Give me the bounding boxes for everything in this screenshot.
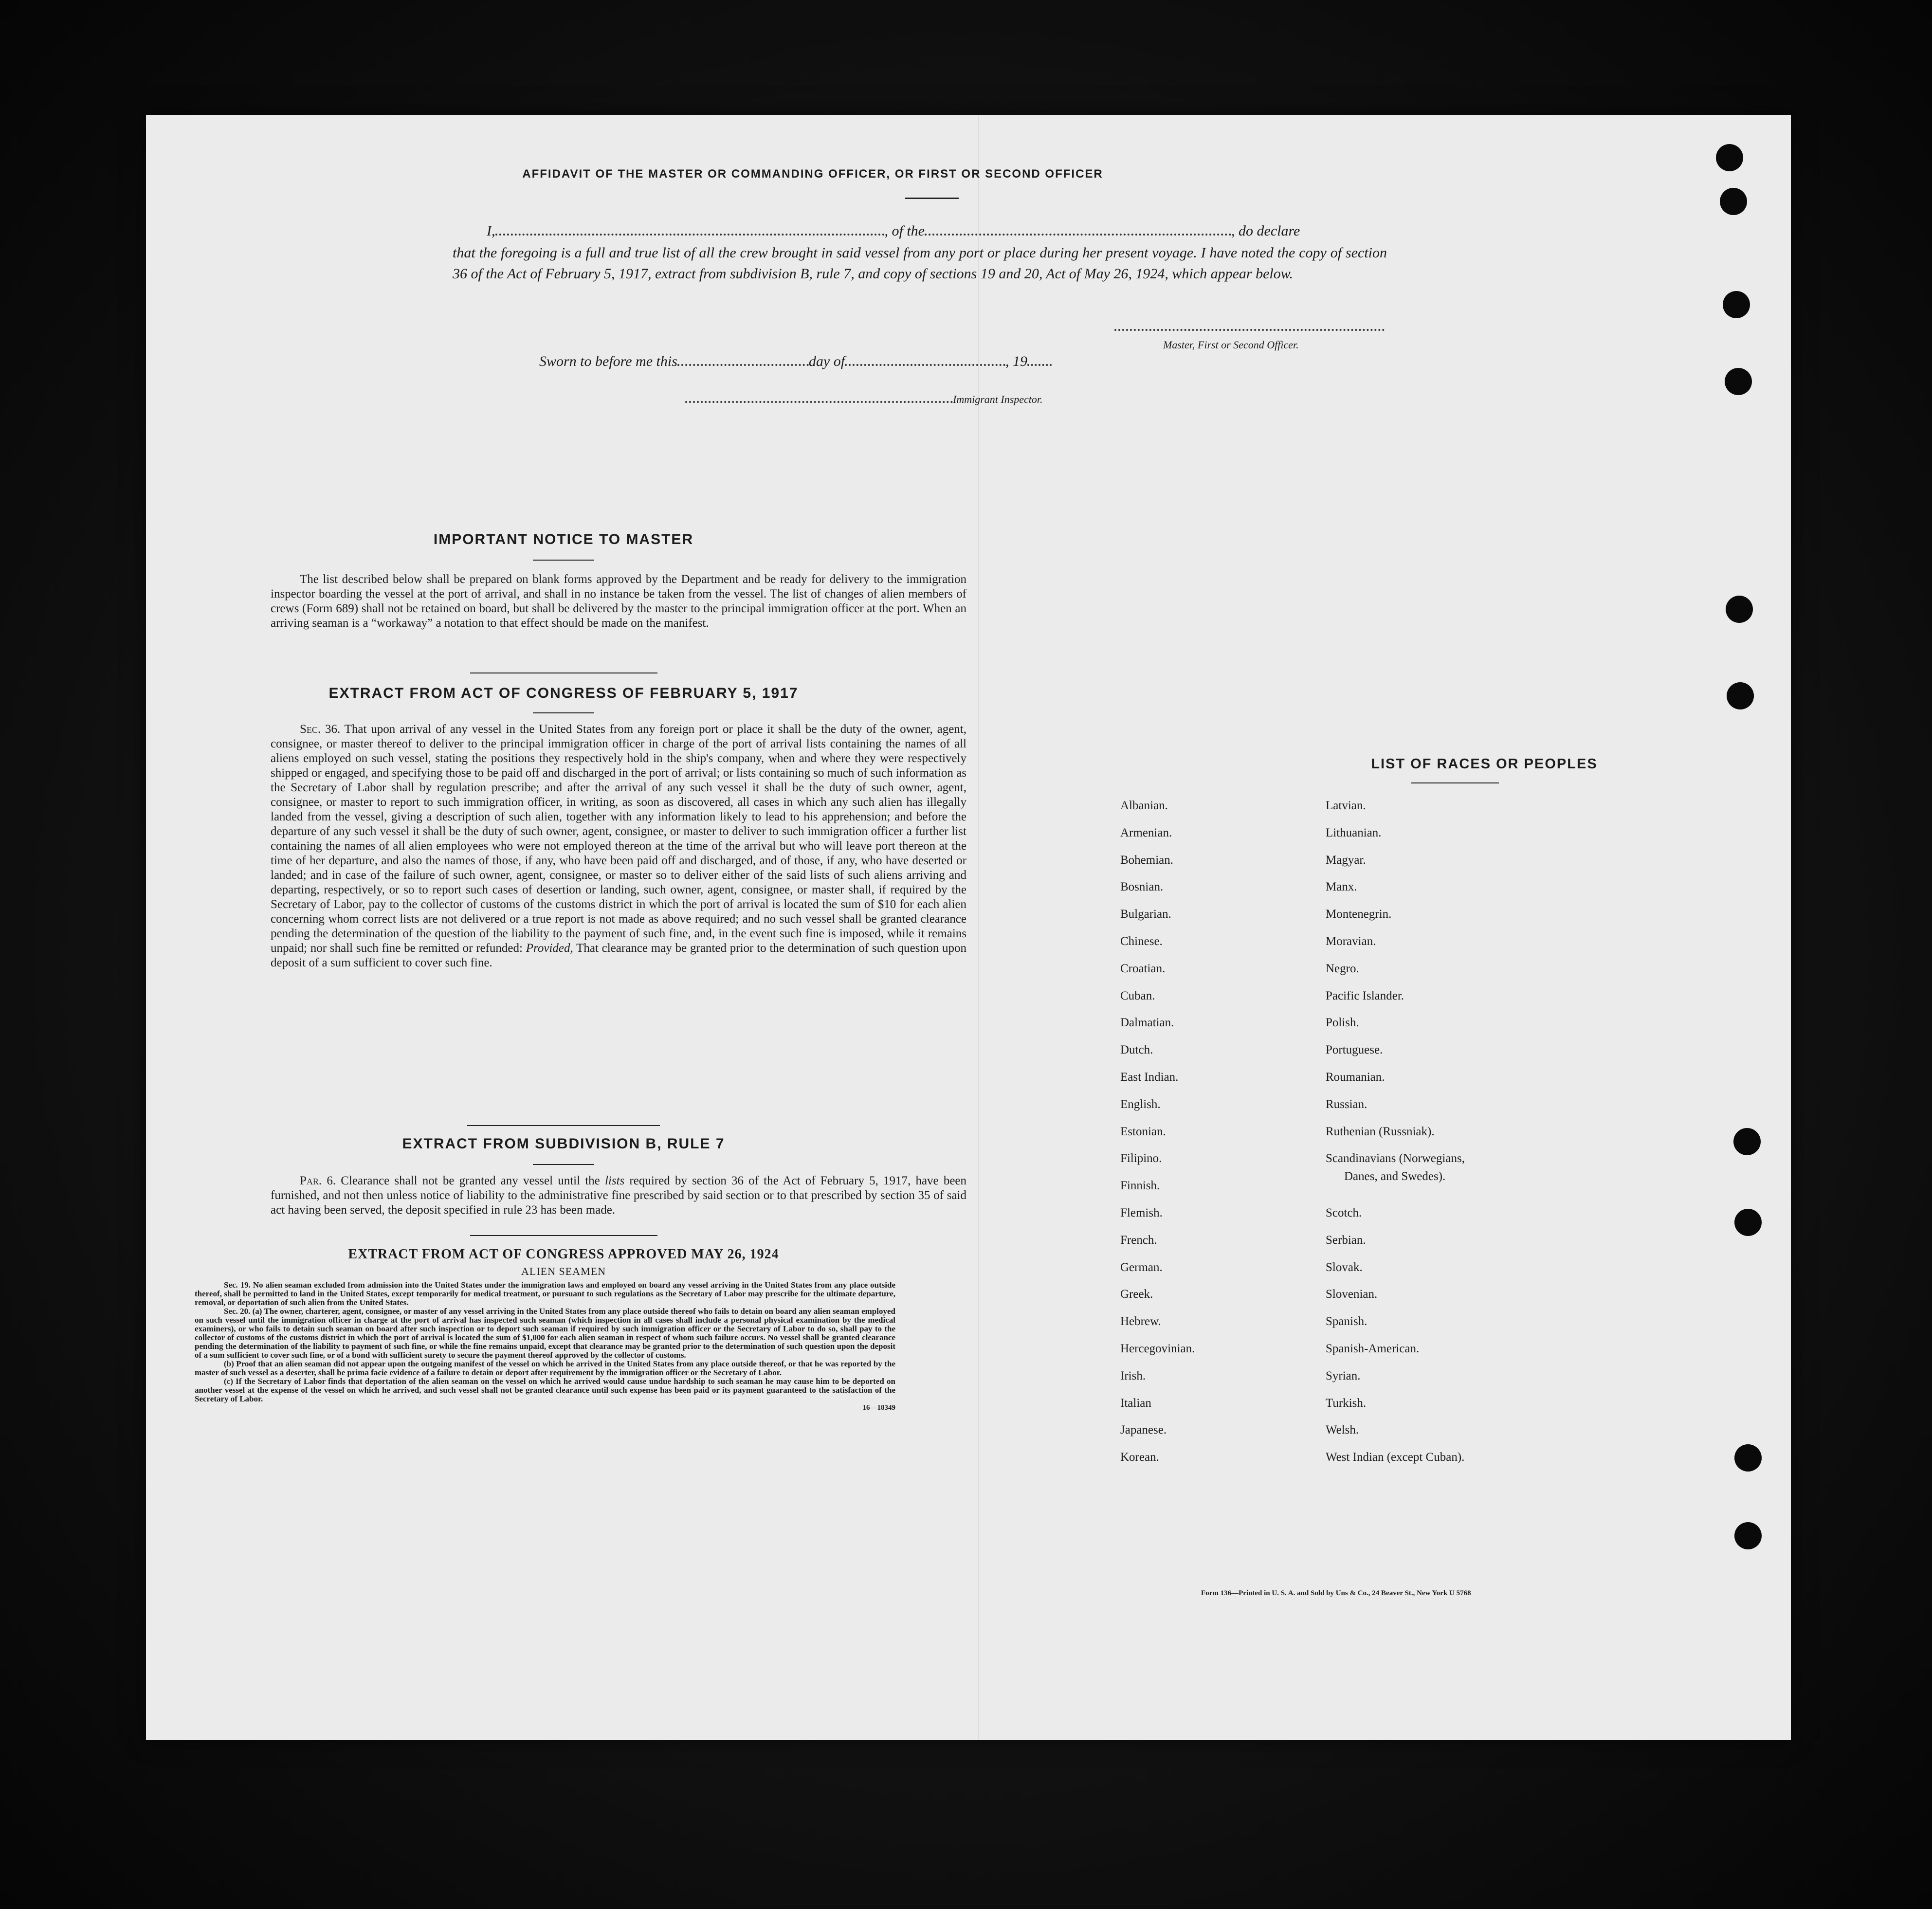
race-item: Italian [1120, 1396, 1151, 1410]
sworn-month-blank[interactable] [845, 364, 1005, 366]
affidavit-declaration-line [487, 223, 1557, 239]
race-item: Slovak. [1326, 1260, 1363, 1274]
inspector-blank[interactable] [685, 401, 953, 403]
race-item: Croatian. [1120, 962, 1166, 975]
race-item: Scandinavians (Norwegians, [1326, 1152, 1465, 1165]
sec-36-tail: That clearance may be granted prior to the determination of such question upon deposit of a sum sufficient to cover such fine. [271, 942, 967, 969]
races-rule [1411, 782, 1499, 783]
race-item: Albanian. [1120, 799, 1168, 812]
title-rule [905, 198, 959, 199]
race-item: Welsh. [1326, 1423, 1359, 1437]
par-6-body-a: Clearance shall not be granted any vessel until the [341, 1174, 600, 1187]
race-item: Moravian. [1326, 935, 1376, 948]
race-item: Roumanian. [1326, 1071, 1385, 1084]
race-item: Magyar. [1326, 853, 1366, 867]
sworn-day-blank[interactable] [677, 364, 809, 366]
sec-19: Sec. 19. No alien seaman excluded from admission into the United States under the immigration laws and employed on board any vessel arriving in the United States from any place outside thereof, shall be permitted to land in the United States, except temporarily for medical treatment, or pursuant to such regulations as the Secretary of Labor may prescribe for the ultimate departure, removal, or deportation of such alien from the United States. [195, 1280, 895, 1307]
sworn-day-of: day of [808, 353, 845, 369]
sec-20a: Sec. 20. (a) The owner, charterer, agent, consignee, or master of any vessel arriving in the United States from any place outside thereof who fails to detain on board any alien seaman employed on such vessel until the immigration officer in charge at the port of arrival has inspected such seaman (which inspection in all cases shall include a personal physical examination by the medical examiners), or who fails to detain such seaman on board after such inspection or to deport such seaman if required by such immigration officer or the Secretary of Labor to do so, shall pay to the collector of customs of the customs district in which the port of arrival is located the sum of $1,000 for each alien seaman in respect of whom such failure occurs. No vessel shall be granted clearance pending the determination of the liability to payment of such fine, or while the fine remains unpaid, except that clearance may be granted prior to the determination of such question upon the deposit of a sum sufficient to cover such fine, or of a bond with sufficient surety to secure the payment thereof approved by the collector of customs. [195, 1307, 895, 1360]
act-1924-sections [195, 1281, 895, 1412]
affidavit-i: I, [487, 223, 495, 239]
par-6-label: Par. 6. [300, 1174, 336, 1187]
race-item: Bosnian. [1120, 880, 1164, 894]
race-item: Latvian. [1326, 799, 1366, 812]
name-blank[interactable] [495, 234, 885, 236]
races-title: LIST OF RACES OR PEOPLES [1371, 756, 1598, 772]
race-item: French. [1120, 1233, 1157, 1247]
race-item: Bulgarian. [1120, 908, 1171, 921]
race-item: Armenian. [1120, 826, 1172, 839]
punch-hole [1726, 596, 1753, 623]
punch-hole [1734, 1522, 1762, 1549]
race-item: Hercegovinian. [1120, 1342, 1195, 1355]
race-item: Bohemian. [1120, 853, 1174, 867]
paragraph-6 [271, 1174, 966, 1218]
rule-7-rule [533, 1164, 594, 1165]
race-item: Serbian. [1326, 1233, 1366, 1247]
race-item: Dutch. [1120, 1043, 1153, 1057]
race-item: Slovenian. [1326, 1288, 1378, 1301]
race-item: Polish. [1326, 1016, 1359, 1030]
race-item: Syrian. [1326, 1369, 1361, 1382]
sec-36-provided: Provided, [526, 942, 573, 955]
inspector-line [685, 393, 1043, 406]
affidavit-of-the: , of the [884, 223, 925, 239]
sworn-line [539, 353, 1052, 370]
extract-1917-divider [467, 1125, 660, 1126]
signature-label: Master, First or Second Officer. [1163, 339, 1299, 351]
race-item: East Indian. [1120, 1071, 1179, 1084]
race-item: Estonian. [1120, 1125, 1166, 1138]
sec-36-label: Sec. 36. [300, 723, 341, 736]
race-item: Korean. [1120, 1451, 1159, 1464]
notice-rule [533, 560, 594, 561]
race-item: Finnish. [1120, 1179, 1160, 1193]
race-scandinavians-cont: Danes, and Swedes). [1344, 1170, 1446, 1183]
punch-hole [1733, 1128, 1761, 1155]
par-6-lists: lists [604, 1174, 625, 1187]
notice-title: IMPORTANT NOTICE TO MASTER [433, 531, 694, 547]
signature-blank[interactable] [1114, 329, 1385, 331]
race-item: Ruthenian (Russniak). [1326, 1125, 1435, 1138]
race-item: Irish. [1120, 1369, 1146, 1382]
sworn-text: Sworn to before me this [539, 353, 677, 369]
race-item: Spanish. [1326, 1315, 1367, 1328]
race-item: Manx. [1326, 880, 1357, 894]
sec-20c: (c) If the Secretary of Labor finds that deportation of the alien seaman on the vessel on which he arrived would cause undue hardship to such seaman he may cause him to be deported on another vessel at the expense of the vessel on which he arrived, and such vessel shall not be granted clearance until such expense has been paid or its payment guaranteed to the satisfaction of the Secretary of Labor. [195, 1377, 895, 1403]
race-item: Russian. [1326, 1097, 1367, 1111]
race-item: Cuban. [1120, 989, 1155, 1002]
race-item: English. [1120, 1097, 1161, 1111]
race-item: Chinese. [1120, 935, 1163, 948]
race-item: West Indian (except Cuban). [1326, 1451, 1465, 1464]
punch-hole [1727, 682, 1754, 709]
punch-hole [1716, 144, 1743, 171]
race-item: Spanish-American. [1326, 1342, 1420, 1355]
par-6-body-b: required by section 36 of the Act of February 5, 1917, have been furnished, and not then unless notice of liability to the administrative fine prescribed by said section or to that prescribed by section 35 of said act having been served, the deposit specified in rule 23 has been made. [271, 1174, 967, 1217]
race-item: Lithuanian. [1326, 826, 1382, 839]
race-item: Greek. [1120, 1288, 1153, 1301]
race-item: Montenegrin. [1326, 908, 1392, 921]
print-code: 16—18349 [862, 1404, 895, 1412]
affidavit-body: that the foregoing is a full and true list of all the crew brought in said vessel from any port or place during her present voyage. I have noted the copy of section 36 of the Act of February 5, 1917, extract from subdivision B, rule 7, and copy of sections 19 and 20, Act of May 26, 1924, which appear below. [453, 245, 1387, 282]
race-item: Hebrew. [1120, 1315, 1161, 1328]
race-item: Negro. [1326, 962, 1359, 975]
punch-hole [1725, 368, 1752, 395]
act-1924-title: EXTRACT FROM ACT OF CONGRESS APPROVED MAY 26, 1924 [348, 1247, 779, 1262]
race-item: Turkish. [1326, 1396, 1367, 1410]
act-1924-subtitle: ALIEN SEAMEN [521, 1265, 606, 1277]
affidavit-title: AFFIDAVIT OF THE MASTER OR COMMANDING OFFICER, OR FIRST OR SECOND OFFICER [522, 167, 1103, 181]
inspector-label: Immigrant Inspector. [953, 393, 1043, 405]
extract-1917-rule [533, 712, 594, 713]
race-item: Japanese. [1120, 1423, 1167, 1437]
race-item: Filipino. [1120, 1152, 1162, 1165]
race-item: Dalmatian. [1120, 1016, 1174, 1030]
sworn-year-blank[interactable] [1027, 364, 1052, 366]
rule-7-title: EXTRACT FROM SUBDIVISION B, RULE 7 [402, 1136, 725, 1152]
sworn-year: , 19 [1005, 353, 1028, 369]
punch-hole [1723, 291, 1750, 318]
race-item: German. [1120, 1260, 1163, 1274]
race-item: Pacific Islander. [1326, 989, 1404, 1002]
rule-7-divider [470, 1235, 657, 1236]
extract-1917-title: EXTRACT FROM ACT OF CONGRESS OF FEBRUARY 5, 1917 [328, 685, 799, 701]
affidavit-declare: , do declare [1231, 223, 1300, 239]
section-36 [271, 722, 966, 970]
punch-hole [1734, 1209, 1762, 1236]
punch-hole [1734, 1444, 1762, 1472]
form-sheet [146, 115, 1791, 1740]
vessel-blank[interactable] [925, 234, 1231, 236]
sec-36-body: That upon arrival of any vessel in the United States from any foreign port or place it shall be the duty of the owner, agent, consignee, or master thereof to deliver to the principal immigration officer in charge of the port of arrival lists containing the names of all aliens employed on such vessel, stating the positions they respectively hold in the ship's company, when and where they were respectively shipped or engaged, and specifying those to be paid off and discharged in the port of arrival; or lists containing so much of such information as the Secretary of Labor shall by regulation prescribe; and after the arrival of any such vessel it shall be the duty of such owner, agent, consignee, or master to report to such immigration officer, in writing, as soon as discovered, all cases in which any such alien has illegally landed from the vessel, giving a description of such alien, together with any information likely to lead to his apprehension; and before the departure of any such vessel it shall be the duty of such owner, agent, consignee, or master to deliver to such immigration officer a further list containing the names of all alien employees who were not employed thereon at the time of the arrival but who will leave port thereon at the time of her departure, and also the names of those, if any, who have been paid off and discharged, and of those, if any, who have deserted or landed; and in case of the failure of such owner, agent, consignee, or master so to deliver either of the said lists of such aliens arriving and departing, respectively, or so to report such cases of desertion or landing, such owner, agent, consignee, or master shall, if required by the Secretary of Labor, pay to the collector of customs of the customs district in which the port of arrival is located the sum of $10 for each alien concerning whom correct lists are not delivered or a true report is not made as above required; and no such vessel shall be granted clearance pending the determination of the question of the liability to the payment of such fine, and, in the event such fine is imposed, while it remains unpaid; nor shall such fine be remitted or refunded: [271, 723, 966, 955]
sec-20b: (b) Proof that an alien seaman did not appear upon the outgoing manifest of the vessel on which he arrived in the United States from any place outside thereof, or that he was reported by the master of such vessel as a deserter, shall be prima facie evidence of a failure to detain or deport after requirement by the immigration officer or the Secretary of Labor. [195, 1359, 895, 1377]
punch-hole [1720, 188, 1747, 215]
race-item: Flemish. [1120, 1206, 1163, 1219]
form-footer: Form 136—Printed in U. S. A. and Sold by Uns & Co., 24 Beaver St., New York U 5768 [1201, 1589, 1471, 1597]
race-item: Portuguese. [1326, 1043, 1383, 1057]
race-item: Scotch. [1326, 1206, 1362, 1219]
notice-body: The list described below shall be prepared on blank forms approved by the Department and be ready for delivery to the immigration inspector boarding the vessel at the port of arrival, and shall in no instance be taken from the vessel. The list of changes of alien members of crews (Form 689) shall not be retained on board, but shall be delivered by the master to the principal immigration officer at the port. When an arriving seaman is a “workaway” a notation to that effect should be made on the manifest. [271, 573, 966, 630]
